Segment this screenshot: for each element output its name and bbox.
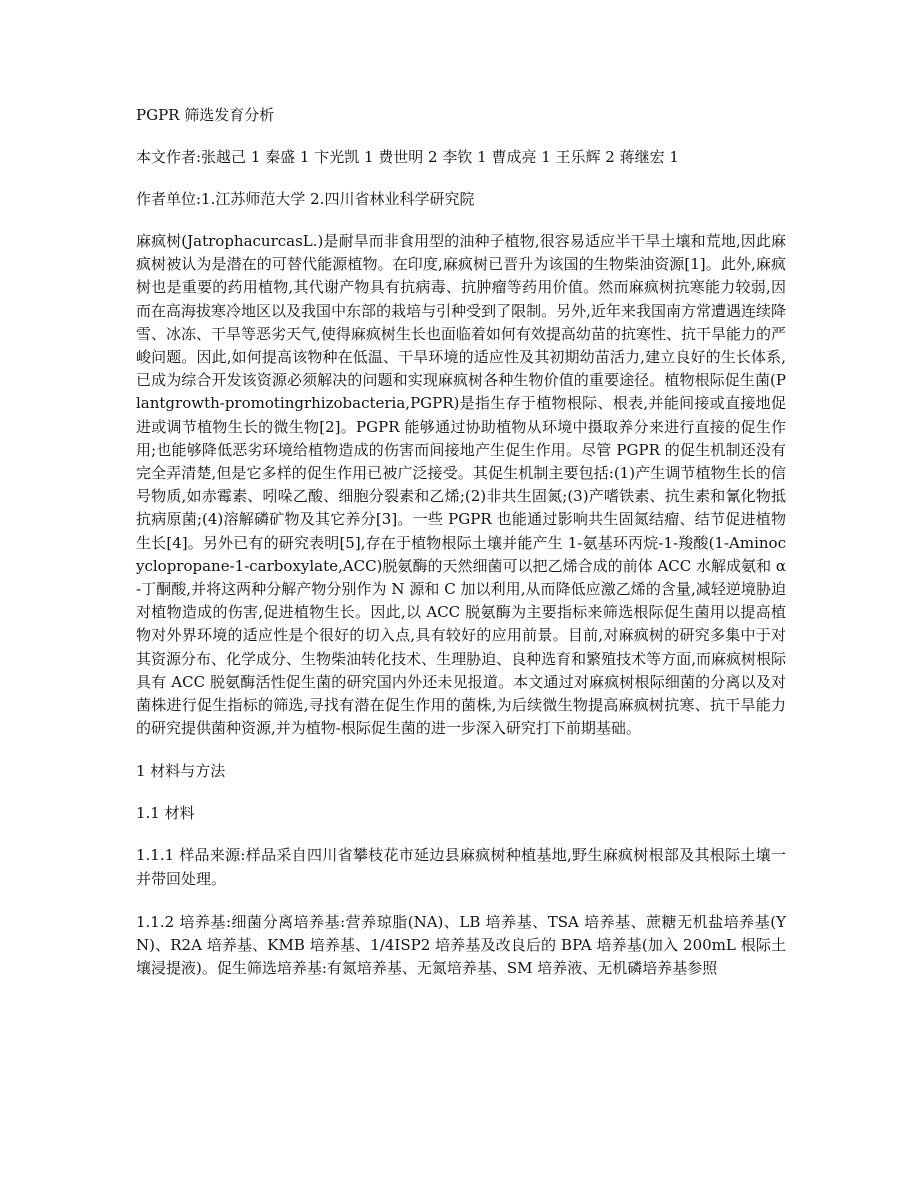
author-affiliation: 作者单位:1.江苏师范大学 2.四川省林业科学研究院: [136, 190, 475, 208]
document-title: PGPR 筛选发育分析: [136, 106, 275, 124]
author-list: 本文作者:张越己 1 秦盛 1 卞光凯 1 费世明 2 李钦 1 曹成亮 1 王乐辉 2 蒋继宏 1: [136, 148, 679, 166]
section-heading-1-1: 1.1 材料: [136, 804, 195, 823]
document-page: [136, 104, 786, 1000]
paragraph-1-1-2: 1.1.2 培养基:细菌分离培养基:营养琼脂(NA)、LB 培养基、TSA 培养基、蔗糖无机盐培养基(YN)、R2A 培养基、KMB 培养基、1/4ISP2 培养基及改良后的 BPA 培养基(加入 200mL 根际土壤浸提液)。促生筛选培养基:有氮培养基、无氮培养基、SM 培养液、无机磷培养基参照: [136, 912, 786, 978]
section-heading-1: 1 材料与方法: [136, 762, 226, 781]
intro-paragraph: 麻疯树(JatrophacurcasL.)是耐旱而非食用型的油种子植物,很容易适应半干旱土壤和荒地,因此麻疯树被认为是潜在的可替代能源植物。在印度,麻疯树已晋升为该国的生物柴油资源[1]。此外,麻疯树也是重要的药用植物,其代谢产物具有抗病毒、抗肿瘤等药用价值。然而麻疯树抗寒能力较弱,因而在高海拔寒冷地区以及我国中东部的栽培与引种受到了限制。另外,近年来我国南方常遭遇连续降雪、冰冻、干旱等恶劣天气,使得麻疯树生长也面临着如何有效提高幼苗的抗寒性、抗干旱能力的严峻问题。因此,如何提高该物种在低温、干旱环境的适应性及其初期幼苗活力,建立良好的生长体系,已成为综合开发该资源必须解决的问题和实现麻疯树各种生物价值的重要途径。植物根际促生菌(Plantgrowth-promotingrhizobacteria,PGPR)是指生存于植物根际、根表,并能间接或直接地促进或调节植物生长的微生物[2]。PGPR 能够通过协助植物从环境中摄取养分来进行直接的促生作用;也能够降低恶劣环境给植物造成的伤害而间接地产生促生作用。尽管 PGPR 的促生机制还没有完全弄清楚,但是它多样的促生作用已被广泛接受。其促生机制主要包括:(1)产生调节植物生长的信号物质,如赤霉素、吲哚乙酸、细胞分裂素和乙烯;(2)非共生固氮;(3)产嗜铁素、抗生素和氰化物抵抗病原菌;(4)溶解磷矿物及其它养分[3]。一些 PGPR 也能通过影响共生固氮结瘤、结节促进植物生长[4]。另外已有的研究表明[5],存在于植物根际土壤并能产生 1-氨基环丙烷-1-羧酸(1-Aminocyclopropane-1-carboxylate,ACC)脱氨酶的天然细菌可以把乙烯合成的前体 ACC 水解成氨和 α-丁酮酸,并将这两种分解产物分别作为 N 源和 C 加以利用,从而降低应激乙烯的含量,减轻逆境胁迫对植物造成的伤害,促进植物生长。因此,以 ACC 脱氨酶为主要指标来筛选根际促生菌用以提高植物对外界环境的适应性是个很好的切入点,具有较好的应用前景。目前,对麻疯树的研究多集中于对其资源分布、化学成分、生物柴油转化技术、生理胁迫、良种选育和繁殖技术等方面,而麻疯树根际具有 ACC 脱氨酶活性促生菌的研究国内外还未见报道。本文通过对麻疯树根际细菌的分离以及对菌株进行促生指标的筛选,寻找有潜在促生作用的菌株,为后续微生物提高麻疯树抗寒、抗干旱能力的研究提供菌种资源,并为植物-根际促生菌的进一步深入研究打下前期基础。: [136, 232, 786, 738]
paragraph-1-1-1: 1.1.1 样品来源:样品采自四川省攀枝花市延边县麻疯树种植基地,野生麻疯树根部及其根际土壤一并带回处理。: [136, 846, 786, 888]
